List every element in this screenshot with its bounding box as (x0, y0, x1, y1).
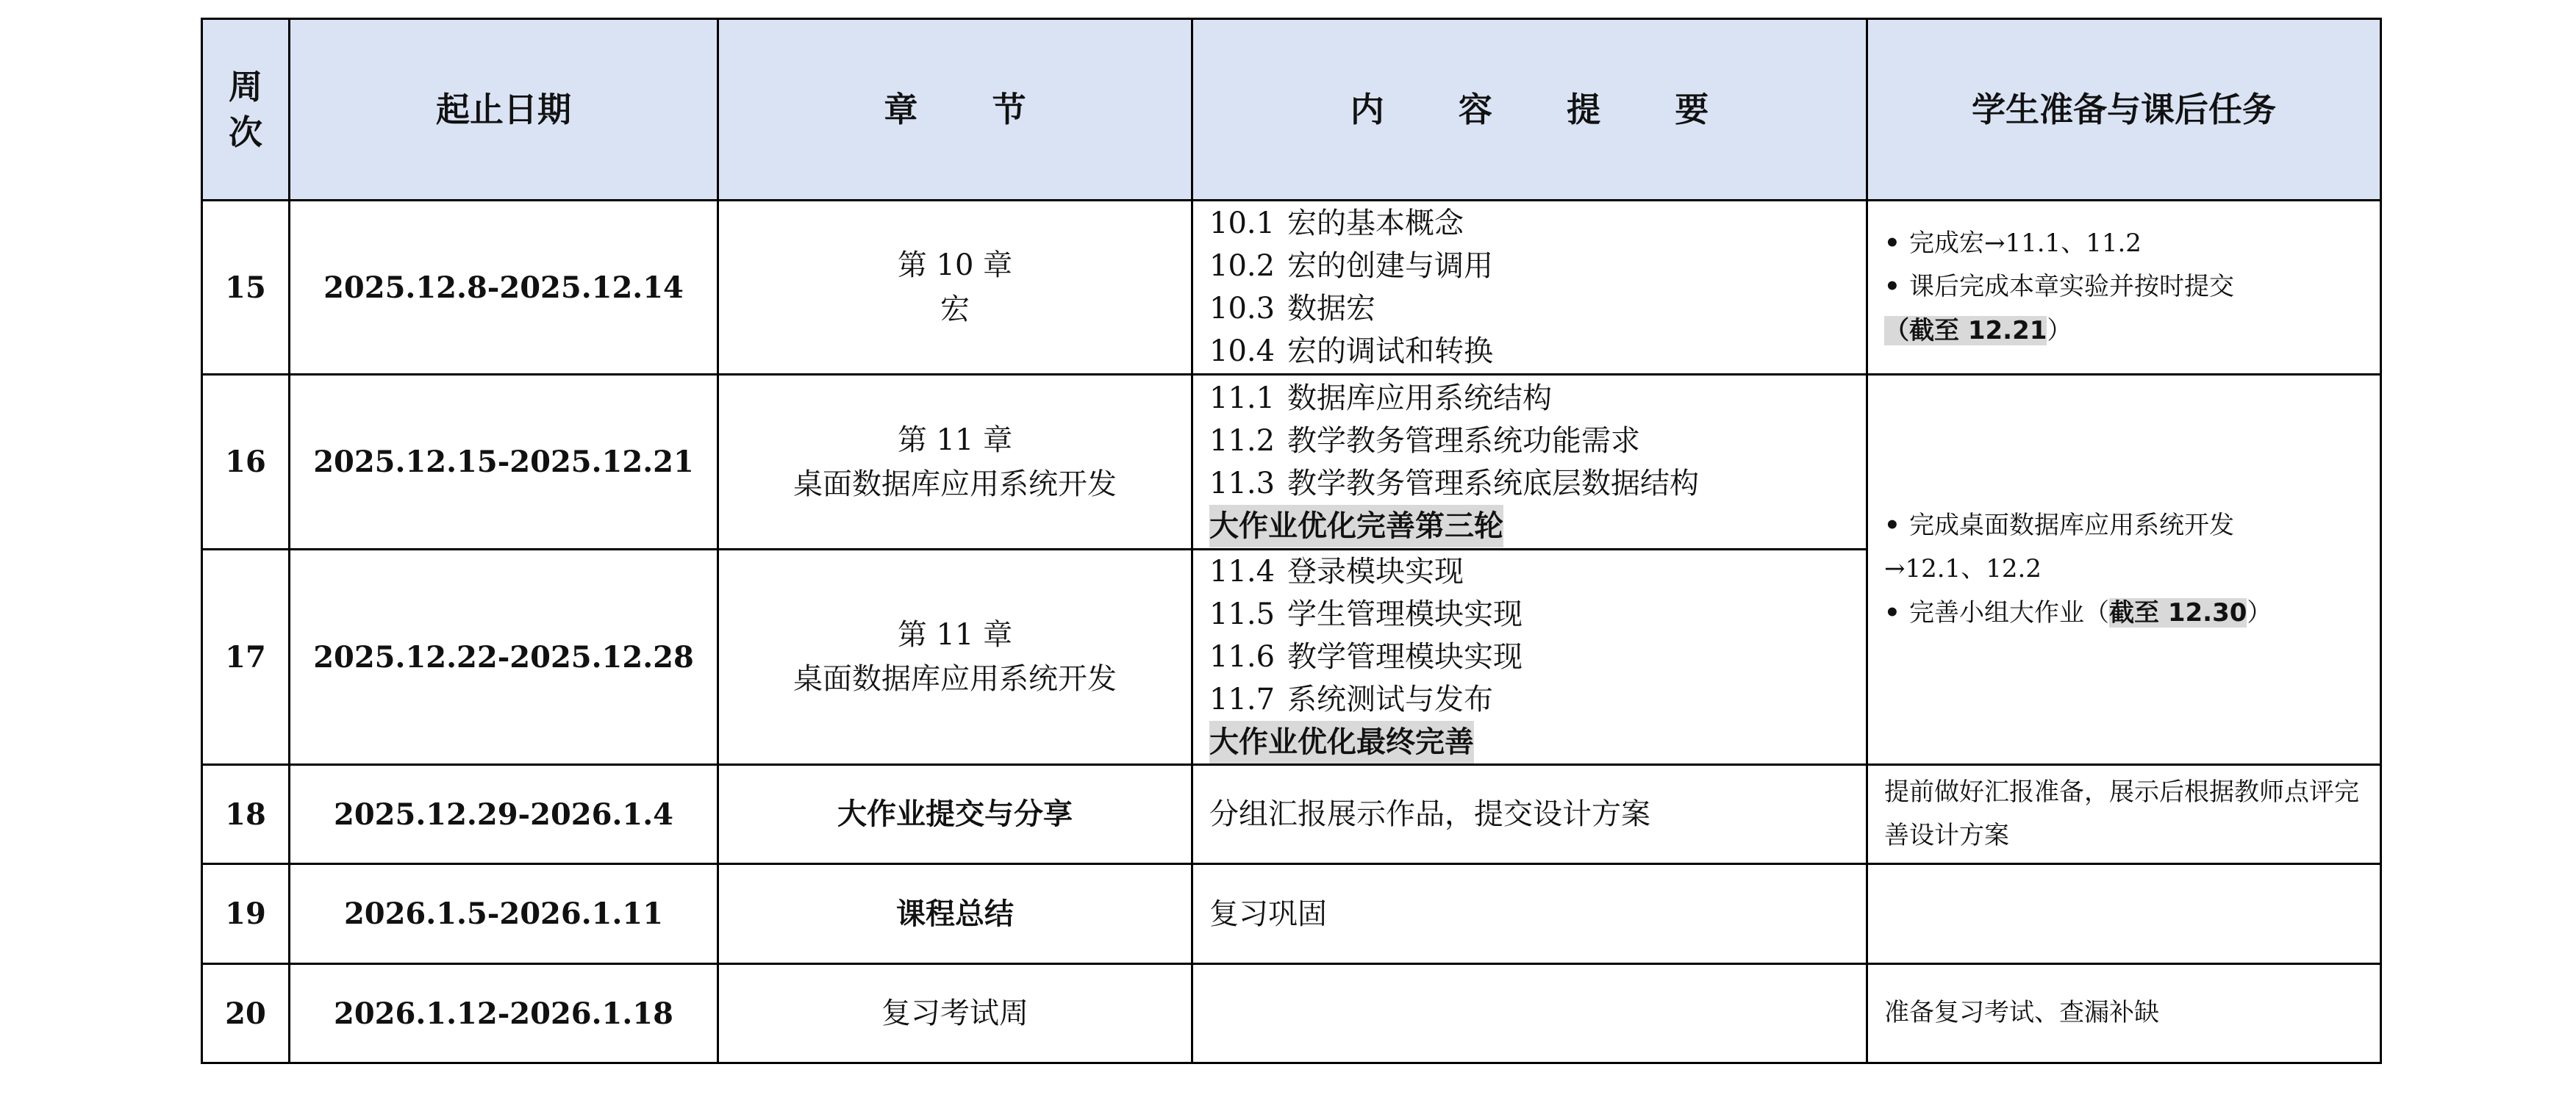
chapter-title: 桌面数据库应用系统开发 (793, 662, 1117, 696)
week-cell: 19 (202, 864, 290, 964)
task-deadline: （截至 12.21） (1884, 315, 2072, 345)
date-cell: 2025.12.22-2025.12.28 (290, 550, 718, 765)
date-cell: 2025.12.15-2025.12.21 (290, 375, 718, 550)
task-bullet: • 课后完成本章实验并按时提交 (1884, 265, 2366, 309)
chapter-title: 桌面数据库应用系统开发 (793, 467, 1117, 501)
content-cell (1192, 375, 1867, 550)
bullet-icon: • (1884, 228, 1900, 258)
chapter-title: 宏 (940, 292, 970, 326)
header-dates: 起止日期 (290, 19, 718, 201)
chapter-cell (718, 375, 1192, 550)
tasks-cell: 提前做好汇报准备，展示后根据教师点评完善设计方案 (1867, 765, 2381, 864)
week-cell: 16 (202, 375, 290, 550)
header-chapter: 章 节 (718, 19, 1192, 201)
bullet-icon: • (1884, 510, 1900, 540)
chapter-cell: 课程总结 (718, 864, 1192, 964)
content-item: 11.6 教学管理模块实现 (1209, 640, 1523, 674)
content-item: 11.4 登录模块实现 (1209, 555, 1464, 589)
week-cell: 20 (202, 964, 290, 1063)
content-cell (1192, 964, 1867, 1063)
week-cell: 17 (202, 550, 290, 765)
content-cell: 分组汇报展示作品，提交设计方案 (1192, 765, 1867, 864)
table-row (202, 765, 2381, 864)
bullet-icon: • (1884, 272, 1900, 302)
tasks-cell: 准备复习考试、查漏补缺 (1867, 964, 2381, 1063)
schedule-table (201, 18, 2382, 1064)
content-cell: 复习巩固 (1192, 864, 1867, 964)
content-item: 11.2 教学教务管理系统功能需求 (1209, 423, 1640, 458)
chapter-number: 第 11 章 (897, 618, 1013, 652)
content-item: 11.3 教学教务管理系统底层数据结构 (1209, 466, 1699, 500)
week-cell: 15 (202, 201, 290, 375)
header-row (202, 19, 2381, 201)
header-content: 内 容 提 要 (1192, 19, 1867, 201)
content-item: 10.1 宏的基本概念 (1209, 206, 1464, 240)
task-bullet-continued: →12.1、12.2 (1884, 554, 2042, 584)
date-cell: 2025.12.29-2026.1.4 (290, 765, 718, 864)
table-row (202, 964, 2381, 1063)
content-item: 11.5 学生管理模块实现 (1209, 597, 1523, 631)
content-item: 10.2 宏的创建与调用 (1209, 249, 1493, 283)
chapter-number: 第 10 章 (897, 248, 1013, 282)
content-item: 11.7 系统测试与发布 (1209, 683, 1493, 716)
task-bullet: • 完成宏→11.1、11.2 (1884, 222, 2366, 266)
table-row (202, 201, 2381, 375)
bullet-icon: • (1884, 597, 1900, 628)
task-bullet: • 完善小组大作业（截至 12.30） (1884, 592, 2366, 636)
chapter-cell (718, 550, 1192, 765)
table-row (202, 375, 2381, 550)
date-cell: 2025.12.8-2025.12.14 (290, 201, 718, 375)
tasks-cell (1867, 375, 2381, 765)
chapter-cell (718, 201, 1192, 375)
content-highlight: 大作业优化最终完善 (1209, 721, 1866, 764)
content-item: 10.4 宏的调试和转换 (1209, 334, 1493, 368)
content-highlight: 大作业优化完善第三轮 (1209, 505, 1866, 547)
chapter-number: 第 11 章 (897, 423, 1013, 457)
tasks-cell (1867, 864, 2381, 964)
chapter-cell: 复习考试周 (718, 964, 1192, 1063)
table-row (202, 864, 2381, 964)
content-cell (1192, 550, 1867, 765)
date-cell: 2026.1.5-2026.1.11 (290, 864, 718, 964)
week-cell: 18 (202, 765, 290, 864)
date-cell: 2026.1.12-2026.1.18 (290, 964, 718, 1063)
header-week: 周 次 (202, 19, 290, 201)
header-tasks: 学生准备与课后任务 (1867, 19, 2381, 201)
chapter-cell: 大作业提交与分享 (718, 765, 1192, 864)
content-item: 11.1 数据库应用系统结构 (1209, 381, 1552, 415)
task-bullet: • 完成桌面数据库应用系统开发 (1884, 504, 2366, 548)
content-item: 10.3 数据宏 (1209, 292, 1375, 326)
content-cell (1192, 201, 1867, 375)
tasks-cell (1867, 201, 2381, 375)
